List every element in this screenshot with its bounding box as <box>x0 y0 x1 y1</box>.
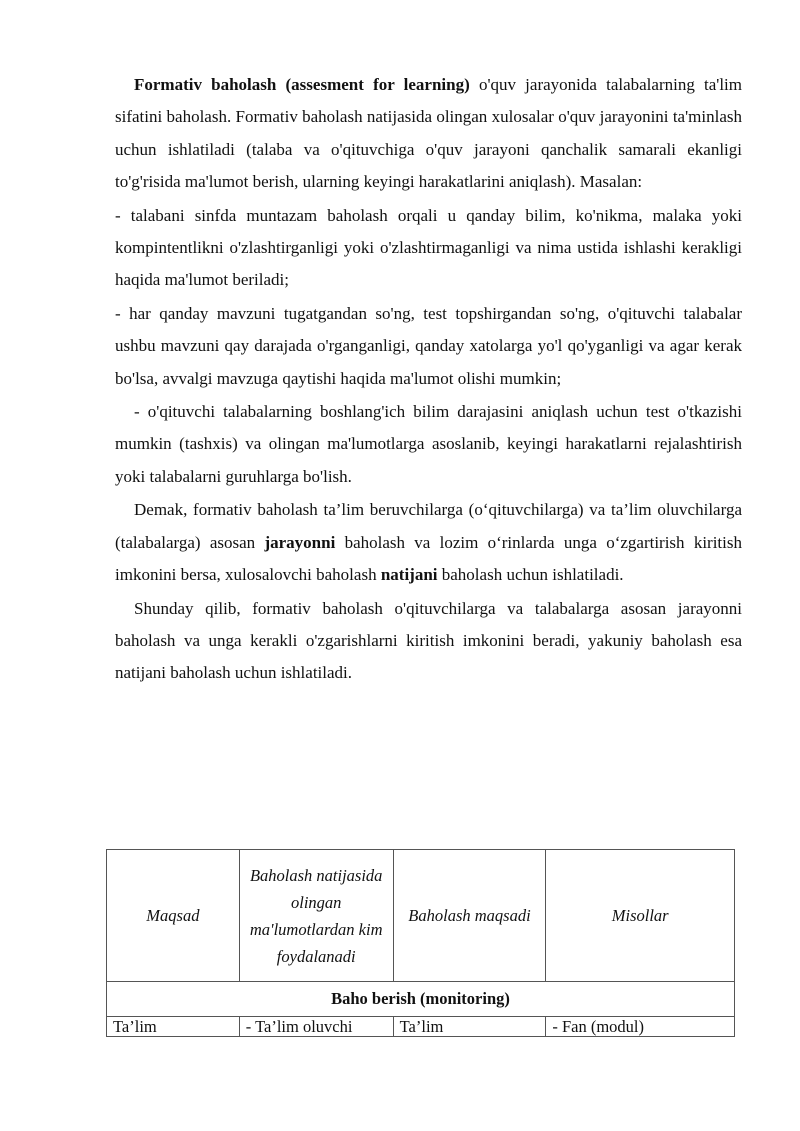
list-item: - talabani sinfda muntazam baholash orqali u qanday bilim, ko'nikma, malaka yoki kompintentlikni o'zlashtirganligi yoki o'zlashtirmaganligi va nima ustida ishlashi kerakligi haqida ma'lumot beriladi; <box>115 205 742 290</box>
table-row <box>107 1017 735 1037</box>
table-cell: - Fan (modul) <box>546 1017 735 1037</box>
table-header-row <box>107 850 735 982</box>
list-item: - o'qituvchi talabalarning boshlang'ich bilim darajasini aniqlash uchun test o'tkazishi mumkin (tashxis) va olingan ma'lumotlarga asoslanib, keyingi harakatlarni rejalashtirish yoki talabalarni guruhlarga bo'lish. <box>115 402 742 486</box>
table-section-title: Baho berish (monitoring) <box>107 982 735 1017</box>
assessment-table <box>106 849 735 1037</box>
table-header-cell: Misollar <box>546 850 735 982</box>
table-cell: - Ta’lim oluvchi <box>239 1017 393 1037</box>
table-cell: Ta’lim <box>393 1017 546 1037</box>
table-header-cell: Baholash maqsadi <box>393 850 546 982</box>
paragraph-text: o'quv jarayonida talabalarning ta'lim sifatini baholash. Formativ baholash natijasida olingan xulosalar o'quv jarayonini ta'minlash uchun ishlatiladi (talaba va o'qituvchiga o'quv jarayoni qanchalik samarali ekanligi to'g'risida ma'lumot berish, ularning keyingi harakatlarini aniqlash). Masalan: <box>115 75 743 192</box>
list-item: - har qanday mavzuni tugatgandan so'ng, test topshirgandan so'ng, o'qituvchi talabalar ushbu mavzuni qay darajada o'rganganligi, qanday xatolarga yo'l qo'yganligi va agar kerak bo'lsa, avvalgi mavzuga qaytishi haqida ma'lumot olishi mumkin; <box>115 303 742 388</box>
table-cell: Ta’lim <box>107 1017 240 1037</box>
paragraph-conclusion: Shunday qilib, formativ baholash o'qituvchilarga va talabalarga asosan jarayonni baholash va unga kerakli o'zgarishlarni kiritish imkonini beradi, yakuniy baholash esa natijani baholash uchun ishlatiladi. <box>115 598 742 683</box>
emphasis-process: jarayonni <box>264 532 336 552</box>
term-formative-assessment: Formativ baholash (assesment for learning) <box>134 75 470 94</box>
table-header-cell: Baholash natijasida olingan ma'lumotlardan kim foydalanadi <box>239 850 393 982</box>
table-section-row <box>107 982 735 1017</box>
emphasis-result: natijani <box>380 565 438 585</box>
document-body <box>115 69 742 690</box>
paragraph-formative-definition <box>115 69 742 199</box>
table-header-cell: Maqsad <box>107 850 240 982</box>
paragraph-summary: Demak, formativ baholash ta’lim beruvchilarga (o‘qituvchilarga) va ta’lim oluvchilarga (talabalarga) asosan jarayonni baholash va lozim o‘rinlarda unga o‘zgartirish kiritish imkonini bersa, xulosalovchi baholash natijani baholash uchun ishlatiladi. <box>115 500 742 585</box>
